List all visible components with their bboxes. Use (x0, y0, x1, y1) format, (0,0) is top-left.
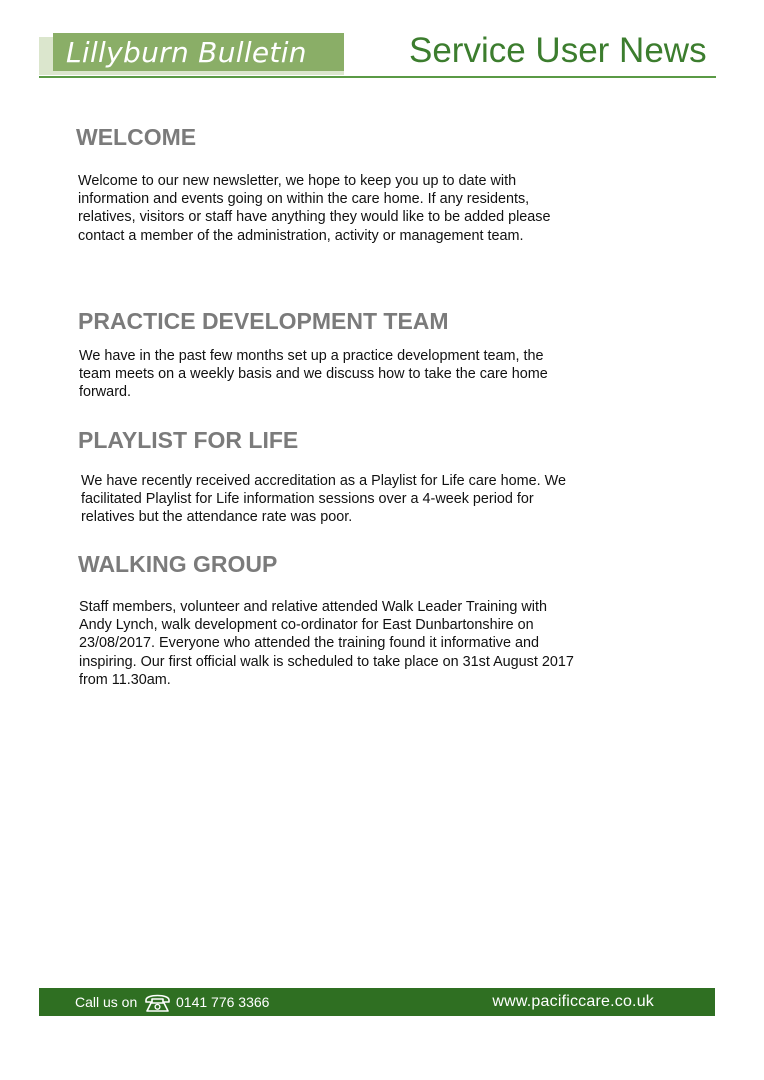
phone-number[interactable]: 0141 776 3366 (176, 994, 270, 1010)
paragraph-line: We have in the past few months set up a practice development team, the (79, 348, 544, 364)
paragraph-line: relatives but the attendance rate was poor. (81, 509, 353, 526)
paragraph-line: Andy Lynch, walk development co-ordinator for East Dunbartonshire on (79, 617, 534, 634)
paragraph-welcome (78, 172, 551, 245)
paragraph-line: Welcome to our new newsletter, we hope to keep you up to date with (78, 173, 517, 189)
section-title: Service User News (409, 31, 707, 70)
telephone-icon (144, 991, 171, 1013)
paragraph-line: We have recently received accreditation as a Playlist for Life care home. We (81, 473, 566, 489)
paragraph-line: facilitated Playlist for Life information sessions over a 4-week period for (81, 491, 534, 508)
paragraph-line: 23/08/2017. Everyone who attended the training found it informative and (79, 635, 540, 652)
paragraph-line: relatives, visitors or staff have anything they would like to be added please (78, 209, 551, 226)
section-heading-playlist-for-life: PLAYLIST FOR LIFE (78, 427, 299, 453)
section-heading-walking-group: WALKING GROUP (78, 551, 278, 577)
header-divider (39, 76, 716, 78)
paragraph-practice-development (79, 347, 548, 402)
paragraph-line: information and events going on within the care home. If any residents, (78, 191, 530, 208)
paragraph-line: from 11.30am. (79, 671, 171, 688)
paragraph-line: inspiring. Our first official walk is scheduled to take place on 31st August 2017 (79, 653, 574, 670)
paragraph-line: forward. (79, 384, 131, 401)
website-link[interactable]: www.pacificcare.co.uk (492, 993, 654, 1010)
section-heading-welcome: WELCOME (76, 124, 197, 150)
section-heading-practice-development: PRACTICE DEVELOPMENT TEAM (78, 308, 449, 334)
paragraph-line: Staff members, volunteer and relative attended Walk Leader Training with (79, 599, 547, 615)
masthead-title: Lillyburn Bulletin (66, 36, 307, 69)
paragraph-line: contact a member of the administration, activity or management team. (78, 227, 524, 244)
paragraph-playlist-for-life (81, 472, 566, 527)
paragraph-walking-group (79, 598, 574, 689)
call-us-label: Call us on (75, 994, 138, 1010)
footer-bar (39, 988, 715, 1016)
paragraph-line: team meets on a weekly basis and we discuss how to take the care home (79, 366, 548, 383)
